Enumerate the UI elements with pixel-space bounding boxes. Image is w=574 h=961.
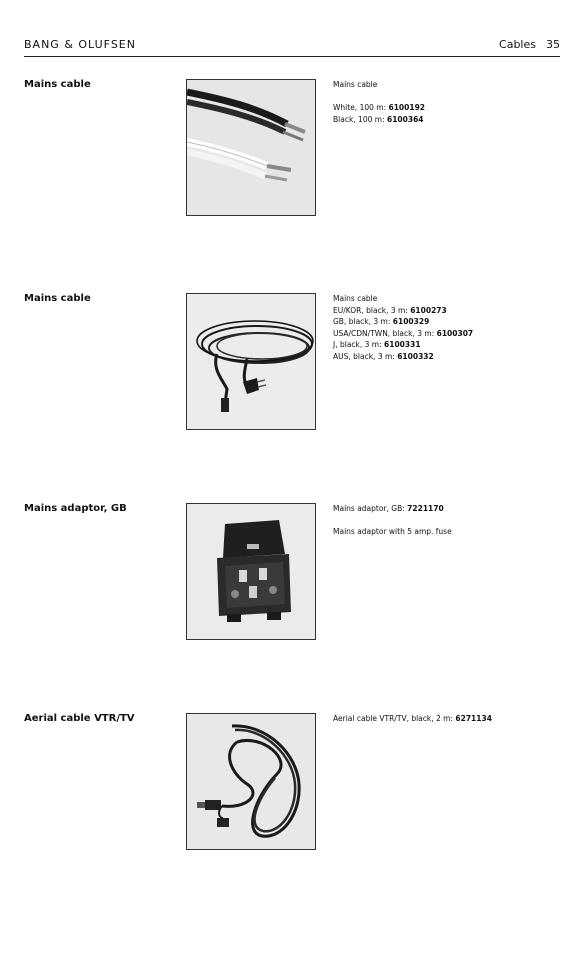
description-text: Mains adaptor with 5 amp. fuse xyxy=(333,527,452,536)
description-line xyxy=(333,305,563,317)
description-text: USA/CDN/TWN, black, 3 m: xyxy=(333,328,437,338)
section-title: Cables xyxy=(499,38,536,51)
product-photo-mains-cable-coiled xyxy=(186,293,316,430)
part-number: 6100364 xyxy=(386,114,424,124)
part-number: 6100329 xyxy=(392,317,430,326)
description-text: White, 100 m: xyxy=(333,103,389,112)
product-description xyxy=(333,79,563,125)
description-text: J, black, 3 m: xyxy=(333,340,385,349)
part-number: 6100331 xyxy=(384,340,421,349)
description-line xyxy=(333,503,563,515)
description-text: Mains adaptor, GB: xyxy=(333,504,408,513)
section-info xyxy=(499,38,560,51)
description-text: GB, black, 3 m: xyxy=(333,317,393,326)
description-line xyxy=(333,339,563,351)
product-description xyxy=(333,503,563,538)
description-text: Black, 100 m: xyxy=(333,114,387,124)
product-photo-aerial-cable xyxy=(186,713,316,850)
product-entry xyxy=(0,293,574,433)
product-title: Mains adaptor, GB xyxy=(24,503,127,514)
product-description xyxy=(333,293,563,362)
adaptor-photo-icon xyxy=(187,504,316,640)
description-text: AUS, black, 3 m: xyxy=(333,351,398,361)
product-description xyxy=(333,713,563,725)
part-number: 6100192 xyxy=(388,103,426,112)
description-line xyxy=(333,114,563,126)
description-line xyxy=(333,713,563,725)
part-number: 6100273 xyxy=(410,305,447,315)
description-line xyxy=(333,79,563,91)
description-line xyxy=(333,351,563,363)
description-line xyxy=(333,328,563,340)
part-number: 6100307 xyxy=(436,328,474,338)
product-photo-mains-adaptor xyxy=(186,503,316,640)
description-text: Mains cable xyxy=(333,294,378,303)
description-line xyxy=(333,102,563,114)
description-text: Mains cable xyxy=(333,80,378,89)
description-line xyxy=(333,293,563,305)
product-title: Mains cable xyxy=(24,293,91,304)
product-entry xyxy=(0,713,574,853)
description-line xyxy=(333,316,563,328)
product-photo-mains-cable-white-black xyxy=(186,79,316,216)
page-number: 35 xyxy=(546,38,560,51)
description-line xyxy=(333,526,563,538)
product-title: Mains cable xyxy=(24,79,91,90)
page-header xyxy=(24,38,560,57)
product-entry xyxy=(0,503,574,643)
cables-photo-icon xyxy=(187,80,316,216)
product-entry xyxy=(0,79,574,219)
coiled-cable-photo-icon xyxy=(187,294,316,430)
part-number: 6100332 xyxy=(397,351,434,361)
product-title: Aerial cable VTR/TV xyxy=(24,713,135,724)
aerial-cable-photo-icon xyxy=(187,714,316,850)
description-text: Aerial cable VTR/TV, black, 2 m: xyxy=(333,714,456,723)
description-text: EU/KOR, black, 3 m: xyxy=(333,305,411,315)
part-number: 7221170 xyxy=(407,504,444,513)
part-number: 6271134 xyxy=(455,714,492,723)
brand-name: BANG & OLUFSEN xyxy=(24,38,136,51)
